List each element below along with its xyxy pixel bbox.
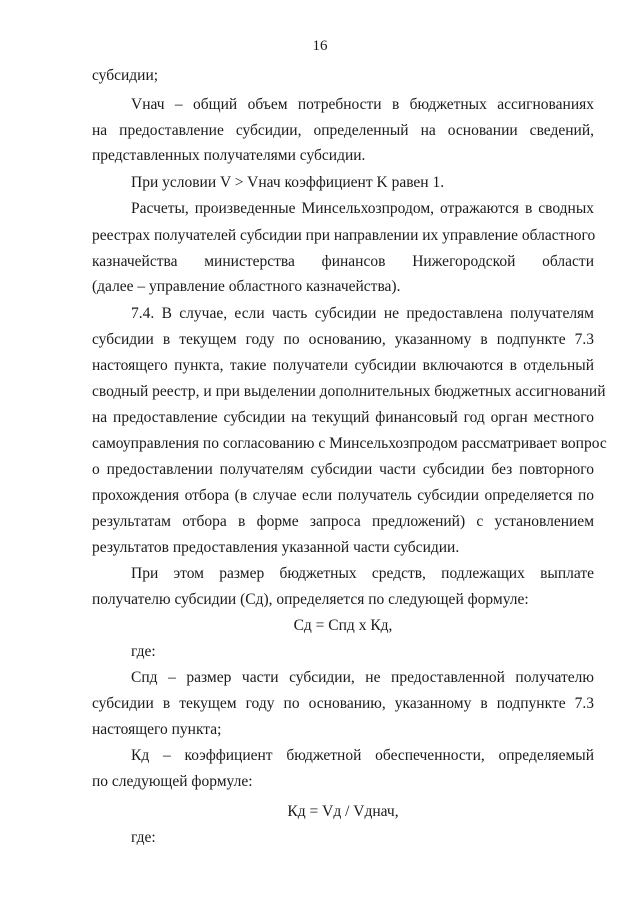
text-line: Расчеты, произведенные Минсельхозпродом, отражаются в сводных [131, 200, 594, 217]
text-line: субсидии; [92, 67, 159, 84]
text-line: 7.4. В случае, если часть субсидии не предоставлена получателям [131, 305, 594, 322]
text-line: по следующей формуле: [92, 773, 253, 790]
text-line: реестрах получателей субсидии при направлении их управление областного [92, 227, 596, 244]
text-line: о предоставлении получателям субсидии части субсидии без повторного [92, 461, 594, 478]
text-line: субсидии в текущем году по основанию, указанному в подпункте 7.3 [92, 331, 594, 348]
text-line: Спд – размер части субсидии, не предоставленной получателю [131, 669, 594, 686]
text-line: результатам отбора в форме запроса предложений) с установлением [92, 513, 594, 530]
text-line: самоуправления по согласованию с Минсельхозпродом рассматривает вопрос [92, 435, 607, 452]
text-line: где: [131, 829, 156, 846]
text-line: прохождения отбора (в случае если получатель субсидии определяется по [92, 487, 594, 504]
text-line: на предоставление субсидии, определенный на основании сведений, [92, 122, 594, 139]
text-line: Vнач – общий объем потребности в бюджетных ассигнованиях [131, 96, 594, 113]
text-line: казначейства министерства финансов Нижегородской области [92, 253, 594, 270]
page-number: 16 [312, 38, 328, 54]
text-line: получателю субсидии (Сд), определяется по следующей формуле: [92, 591, 529, 608]
text-line: субсидии в текущем году по основанию, указанному в подпункте 7.3 [92, 695, 594, 712]
text-line: на предоставление субсидии на текущий финансовый год орган местного [92, 409, 594, 426]
formula: Сд = Спд x Кд, [293, 617, 393, 634]
text-line: сводный реестр, и при выделении дополнительных бюджетных ассигнований [92, 383, 606, 400]
text-line: настоящего пункта, такие получатели субсидии включаются в отдельный [92, 357, 594, 374]
formula: Кд = Vд / Vднач, [287, 803, 399, 820]
text-line: результатов предоставления указанной части субсидии. [92, 539, 460, 556]
text-line: Кд – коэффициент бюджетной обеспеченности, определяемый [131, 747, 594, 764]
text-line: При условии V > Vнач коэффициент K равен 1. [131, 174, 445, 191]
text-line: настоящего пункта; [92, 721, 222, 738]
text-line: При этом размер бюджетных средств, подлежащих выплате [131, 565, 594, 582]
text-line: где: [131, 643, 156, 660]
text-line: (далее – управление областного казначейства). [92, 278, 401, 295]
text-line: представленных получателями субсидии. [92, 147, 366, 164]
